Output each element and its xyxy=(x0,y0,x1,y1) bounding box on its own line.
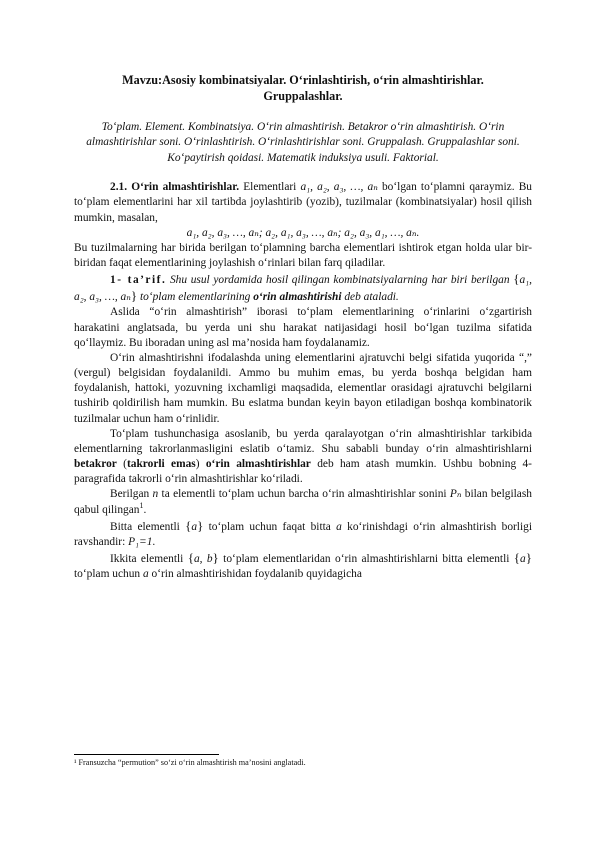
document-page xyxy=(74,58,532,582)
footnote: ¹ Fransuzcha “permution” so‘zi o‘rin almashtirish ma’nosini anglatadi. xyxy=(74,758,306,767)
section-heading: 2.1. O‘rin almashtirishlar. xyxy=(110,181,240,194)
defined-term: o‘rin almashtirishi xyxy=(253,291,342,304)
paragraph-one-element: Bitta elementli {a} to‘plam uchun faqat bitta a ko‘rinishdagi o‘rin almashtirish borligi ravshandir: P₁=1. xyxy=(74,517,532,548)
paragraph-meaning: Aslida “o‘rin almashtirish” iborasi to‘plam elementlarining o‘rinlarini o‘zgartirish harakatini anglatsada, bu yerda uni shu harakat natijasidagi hosil bo‘lgan tuzilma sifatida qo‘llaymiz. Bu iboradan uning asl ma’nosida ham foydalanamiz. xyxy=(74,306,532,349)
keywords-paragraph: To‘plam. Element. Kombinatsiya. O‘rin almashtirish. Betakror o‘rin almashtirish. O‘rin almashtirishlar soni. O‘rinlashtirish. O‘rinlashtirishlar soni. Gruppalash. Gruppalashlar soni. Ko‘paytirish qoidasi. Matematik induksiya usuli. Faktorial. xyxy=(86,121,520,164)
math-set: a₁, a₂, a₃, …, aₙ xyxy=(74,274,532,304)
paragraph-betakror: To‘plam tushunchasiga asoslanib, bu yerda qaralayotgan o‘rin almashtirishlar tarkibida elementlarning takrorlanmasligini eslatib o‘tamiz. Shu sababli bunday o‘rin almashtirishlarni betakror (takrorli emas) o‘rin almashtirishlar deb ham atash mumkin. Ushbu bobning 4- paragrafida takrorli o‘rin almashtirishlar ko‘riladi. xyxy=(74,427,532,486)
title-line-1: Mavzu:Asosiy kombinatsiyalar. O‘rinlashtirish, o‘rin almashtirishlar. xyxy=(122,73,484,87)
page-title xyxy=(74,72,532,104)
footnote-ref[interactable]: 1 xyxy=(139,500,144,510)
paragraph-two-elements: Ikkita elementli {a, b} to‘plam elementlaridan o‘rin almashtirishlarni bitta elementli {a} to‘plam uchun a o‘rin almashtirishidan foydalanib quyidagicha xyxy=(74,549,532,581)
paragraph-explanation: Bu tuzilmalarning har birida berilgan to‘plamning barcha elementlari ishtirok etgan holda ular bir-biridan faqat elementlarining joylashish o‘rinlari bilan farq qiladilar. xyxy=(74,241,532,269)
title-line-2: Gruppalashlar. xyxy=(263,89,343,103)
paragraph-intro: 2.1. O‘rin almashtirishlar. Elementlari a₁, a₂, a₃, …, aₙ bo‘lgan to‘plamni qaraymiz. Bu to‘plam elementlarini har xil tartibda joylashtirib (yozib), tuzilmalar (kombinatsiyalar) hosil qilish mumkin, masalan, xyxy=(74,181,533,224)
example-permutations: a₁, a₂, a₃, …, aₙ; a₂, a₁, a₃, …, aₙ; a₂, a₃, a₁, …, aₙ. xyxy=(186,226,420,239)
footnote-divider xyxy=(74,754,219,755)
paragraph-notation: Berilgan n ta elementli to‘plam uchun barcha o‘rin almashtirishlar sonini Pₙ bilan belgilash qabul qilingan$^1$. xyxy=(74,488,532,516)
definition-paragraph: 1- ta’rif. Shu usul yordamida hosil qilingan kombinatsiyalarning har biri berilgan {a₁, a₂, a₃, …, aₙ} to‘plam elementlarining o‘rin almashtirishi deb ataladi. xyxy=(74,271,532,304)
definition-label: 1- ta’rif. xyxy=(110,274,167,287)
math-pn: Pₙ xyxy=(449,488,462,501)
formula-p1: P₁=1 xyxy=(128,535,153,548)
math-set: a₁, a₂, a₃, …, aₙ xyxy=(300,181,378,194)
paragraph-separator: O‘rin almashtirishni ifodalashda uning elementlarini ajratuvchi belgi sifatida yuqorida “,” (vergul) belgisidan foydalanildi. Ammo bu muhim emas, bu yerda boshqa belgidan ham foydalanish, hattoki, yozuvning ixchamligi maqsadida, elementlar orasidagi ajratuvchi belgilarni tushirib qoldirilish ham mumkin. Bu eslatma bundan keyin bayon etiladigan boshqa kombinatorik tuzilmalar uchun ham o‘rinlidir. xyxy=(74,351,532,425)
